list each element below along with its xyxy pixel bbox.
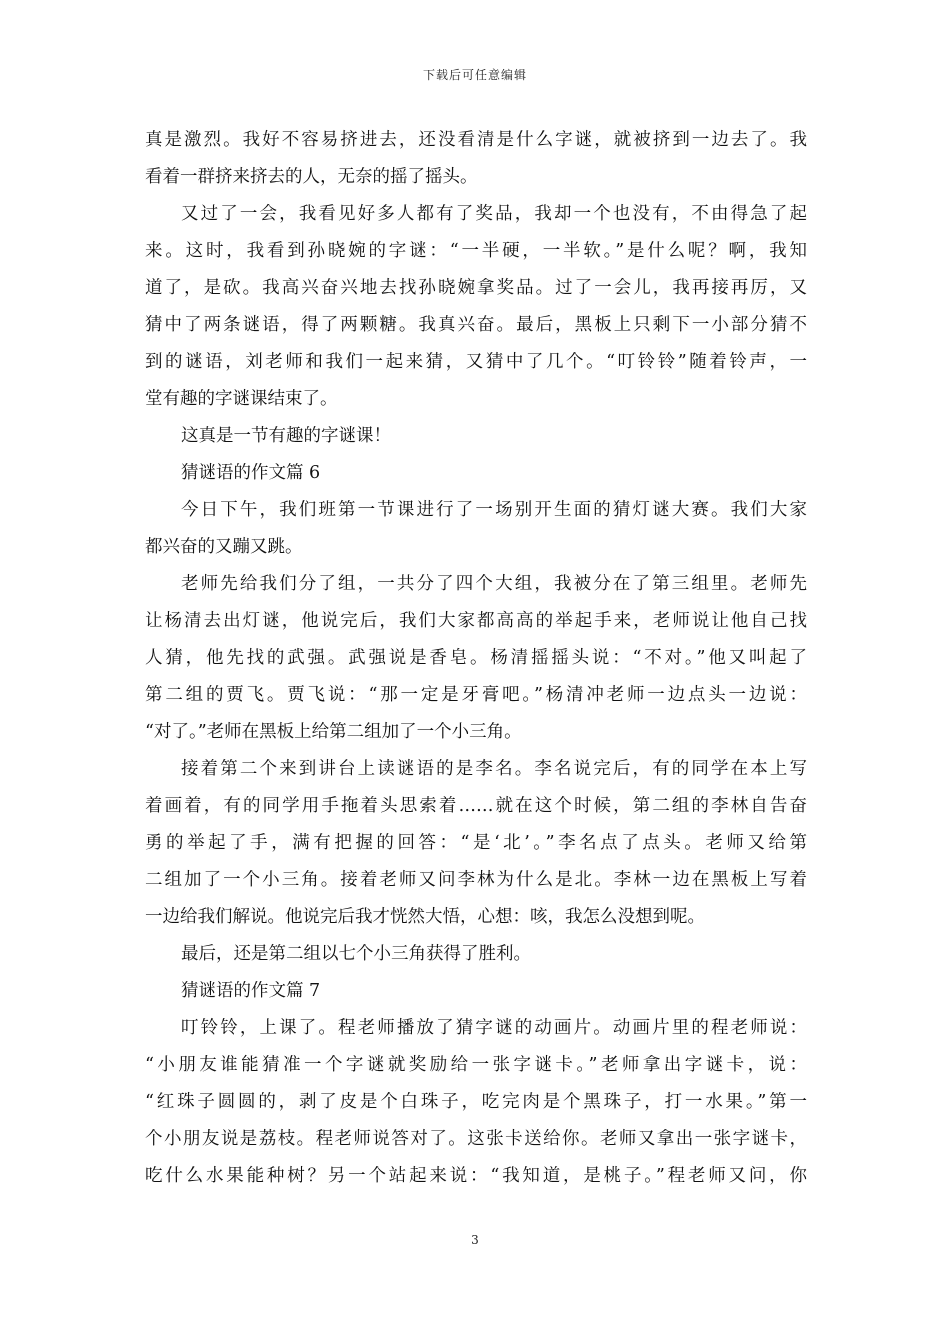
text-line: 来。这时，我看到孙晓婉的字谜：“一半硬，一半软。”是什么呢？啊，我知 [145, 241, 807, 261]
text-line: 到的谜语，刘老师和我们一起来猜，又猜中了几个。“叮铃铃”随着铃声，一 [145, 352, 807, 372]
text-line: 道了，是砍。我高兴奋兴地去找孙晓婉拿奖品。过了一会儿，我再接再厉，又 [145, 278, 807, 298]
text-line: 这真是一节有趣的字谜课！ [181, 426, 391, 446]
text-line: 吃什么水果能种树？另一个站起来说：“我知道，是桃子。”程老师又问，你 [145, 1166, 807, 1186]
text-line: 猜谜语的作文篇 6 [181, 463, 321, 483]
document-body [145, 122, 807, 1195]
text-line: 接着第二个来到讲台上读谜语的是李名。李名说完后，有的同学在本上写 [181, 759, 807, 779]
text-line: 着画着，有的同学用手拖着头思索着……就在这个时候，第二组的李林自告奋 [145, 796, 807, 816]
text-line: 叮铃铃，上课了。程老师播放了猜字谜的动画片。动画片里的程老师说： [181, 1018, 807, 1038]
text-line: 堂有趣的字谜课结束了。 [145, 389, 338, 409]
page-number: 3 [471, 1233, 479, 1247]
text-line: 老师先给我们分了组，一共分了四个大组，我被分在了第三组里。老师先 [181, 574, 807, 594]
text-line: 让杨清去出灯谜，他说完后，我们大家都高高的举起手来，老师说让他自己找 [145, 611, 807, 631]
text-line: 猜谜语的作文篇 7 [181, 981, 321, 1001]
text-line: 勇的举起了手，满有把握的回答：“是‘北’。”李名点了点头。老师又给第 [145, 833, 807, 853]
page-header: 下载后可任意编辑 [422, 68, 527, 82]
text-line: 二组加了一个小三角。接着老师又问李林为什么是北。李林一边在黑板上写着 [145, 870, 807, 890]
text-line: “红珠子圆圆的，剥了皮是个白珠子，吃完肉是个黑珠子，打一水果。”第一 [145, 1092, 807, 1112]
text-line: 看着一群挤来挤去的人，无奈的摇了摇头。 [145, 167, 478, 187]
text-line: 又过了一会，我看见好多人都有了奖品，我却一个也没有，不由得急了起 [181, 204, 807, 224]
text-line: 最后，还是第二组以七个小三角获得了胜利。 [181, 944, 531, 964]
text-line: 今日下午，我们班第一节课进行了一场别开生面的猜灯谜大赛。我们大家 [181, 500, 807, 520]
text-line: “小朋友谁能猜准一个字谜就奖励给一张字谜卡。”老师拿出字谜卡，说： [145, 1055, 807, 1075]
text-line: 真是激烈。我好不容易挤进去，还没看清是什么字谜，就被挤到一边去了。我 [145, 130, 807, 150]
text-line: 个小朋友说是荔枝。程老师说答对了。这张卡送给你。老师又拿出一张字谜卡， [145, 1129, 807, 1149]
text-line: 一边给我们解说。他说完后我才恍然大悟，心想：咳，我怎么没想到呢。 [145, 907, 705, 927]
text-line: “对了。”老师在黑板上给第二组加了一个小三角。 [145, 722, 522, 742]
text-line: 人猜，他先找的武强。武强说是香皂。杨清摇摇头说：“不对。”他又叫起了 [145, 648, 807, 668]
text-line: 第二组的贾飞。贾飞说：“那一定是牙膏吧。”杨清冲老师一边点头一边说： [145, 685, 807, 705]
text-line: 都兴奋的又蹦又跳。 [145, 537, 303, 557]
text-line: 猜中了两条谜语，得了两颗糖。我真兴奋。最后，黑板上只剩下一小部分猜不 [145, 315, 807, 335]
